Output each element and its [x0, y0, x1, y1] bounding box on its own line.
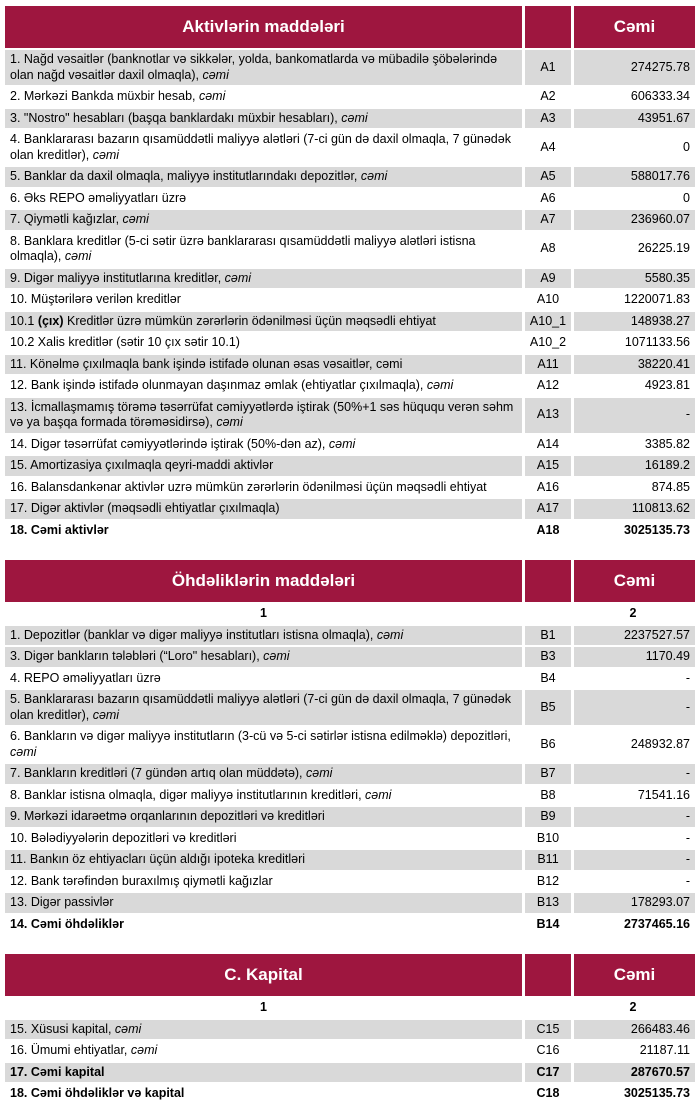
- row-label: [5, 355, 522, 375]
- label-part: 18. Cəmi öhdəliklər və kapital: [10, 1086, 185, 1100]
- table-row: [5, 872, 695, 892]
- table-row: [5, 456, 695, 476]
- label-part: Kreditlər üzrə mümkün zərərlərin ödənilməsi üçün məqsədli ehtiyat: [63, 313, 436, 328]
- table-row: [5, 109, 695, 129]
- row-label-text: [10, 523, 109, 539]
- row-label: [5, 893, 522, 913]
- row-value: 38220.41: [574, 355, 695, 375]
- row-code: B10: [525, 829, 571, 849]
- subheader-code: [525, 998, 571, 1018]
- row-label: [5, 915, 522, 935]
- row-label: [5, 87, 522, 107]
- row-label-text: [10, 788, 391, 804]
- row-value: -: [574, 690, 695, 725]
- table-row: [5, 829, 695, 849]
- label-part: 1. Depozitlər (banklar və digər maliyyə institutları istisna olmaqla),: [10, 627, 377, 642]
- label-part: cəmi: [263, 649, 290, 663]
- row-code: B7: [525, 764, 571, 784]
- table-row: [5, 1084, 695, 1104]
- label-part: 10.2 Xalis kreditlər (sətir 10 çıx sətir 10.1): [10, 335, 240, 349]
- row-label-text: [10, 628, 403, 644]
- label-part: cəmi: [341, 110, 368, 125]
- row-value: 110813.62: [574, 499, 695, 519]
- row-value: 26225.19: [574, 232, 695, 267]
- row-label-text: [10, 917, 124, 933]
- table-row: [5, 478, 695, 498]
- row-label: [5, 232, 522, 267]
- table-row: [5, 50, 695, 85]
- row-code: C18: [525, 1084, 571, 1104]
- row-value: -: [574, 807, 695, 827]
- row-code: A11: [525, 355, 571, 375]
- liabilities-subheader-row: [5, 604, 695, 624]
- table-row: [5, 1041, 695, 1061]
- row-value: 3025135.73: [574, 1084, 695, 1104]
- row-value: 874.85: [574, 478, 695, 498]
- table-row: [5, 807, 695, 827]
- table-row: [5, 355, 695, 375]
- total-column-header: Cəmi: [574, 6, 695, 48]
- row-code: B1: [525, 626, 571, 646]
- row-label: [5, 499, 522, 519]
- row-label-text: [10, 671, 161, 687]
- label-part: 12. Bank işində istifadə olunmayan daşınmaz əmlak (ehtiyatlar çıxılmaqla),: [10, 378, 427, 392]
- table-row: [5, 232, 695, 267]
- table-row: [5, 764, 695, 784]
- row-label-text: [10, 1065, 105, 1081]
- row-label-text: [10, 169, 387, 185]
- table-row: [5, 435, 695, 455]
- label-part: cəmi: [92, 707, 120, 722]
- row-value: -: [574, 850, 695, 870]
- row-code: A15: [525, 456, 571, 476]
- row-code: A1: [525, 50, 571, 85]
- row-code: A8: [525, 232, 571, 267]
- row-label-text: [10, 649, 290, 665]
- label-part: 14. Digər təsərrüfat cəmiyyətlərində iştirak (50%-dən az),: [10, 436, 329, 451]
- row-code: B8: [525, 786, 571, 806]
- row-label: [5, 669, 522, 689]
- row-label-text: [10, 437, 355, 453]
- row-label-text: [10, 1086, 184, 1102]
- row-code: A10: [525, 290, 571, 310]
- label-part: 5. Banklararası bazarın qısamüddətli maliyyə alətləri (7-ci gün də daxil olmaqla, 7 günədək olan kreditlər),: [10, 692, 511, 722]
- row-label: [5, 478, 522, 498]
- table-row: [5, 189, 695, 209]
- table-row: [5, 290, 695, 310]
- row-label-text: [10, 271, 251, 287]
- label-part: 6. Əks REPO əməliyyatları üzrə: [10, 190, 187, 205]
- code-column-header: [525, 6, 571, 48]
- row-label-text: [10, 1043, 157, 1059]
- row-label: [5, 435, 522, 455]
- row-label-text: [10, 111, 368, 127]
- row-code: A12: [525, 376, 571, 396]
- table-row: [5, 669, 695, 689]
- table-row: [5, 893, 695, 913]
- row-label: [5, 189, 522, 209]
- row-label: [5, 727, 522, 762]
- row-code: B4: [525, 669, 571, 689]
- row-label-text: [10, 480, 487, 496]
- row-value: -: [574, 669, 695, 689]
- row-code: C16: [525, 1041, 571, 1061]
- assets-header-row: [5, 6, 695, 48]
- total-column-header: Cəmi: [574, 954, 695, 996]
- label-part: 18. Cəmi aktivlər: [10, 522, 109, 537]
- table-row: [5, 499, 695, 519]
- label-part: 6. Bankların və digər maliyyə institutların (3-cü və 5-ci sətirlər istisna edilməklə) depozitləri,: [10, 729, 511, 743]
- label-part: cəmi: [92, 147, 120, 162]
- row-code: A4: [525, 130, 571, 165]
- label-part: 9. Mərkəzi idarəetmə orqanlarının depozitləri və kreditləri: [10, 809, 325, 823]
- row-code: B13: [525, 893, 571, 913]
- subheader-col1: 1: [5, 998, 522, 1018]
- row-label-text: [10, 314, 436, 330]
- table-row: [5, 915, 695, 935]
- row-code: A3: [525, 109, 571, 129]
- row-code: A7: [525, 210, 571, 230]
- row-code: C17: [525, 1063, 571, 1083]
- table-row: [5, 690, 695, 725]
- row-label-text: [10, 458, 273, 474]
- row-label: [5, 167, 522, 187]
- row-label-text: [10, 692, 517, 723]
- row-label-text: [10, 501, 280, 517]
- row-value: 1220071.83: [574, 290, 695, 310]
- label-part: 11. Bankın öz ehtiyacları üçün aldığı ipoteka kreditləri: [10, 852, 306, 866]
- table-row: [5, 521, 695, 541]
- code-column-header: [525, 560, 571, 602]
- row-code: A6: [525, 189, 571, 209]
- subheader-col2: 2: [574, 604, 695, 624]
- row-label-text: [10, 1022, 141, 1038]
- row-label-text: [10, 874, 273, 890]
- subheader-code: [525, 604, 571, 624]
- label-part: 8. Banklara kreditlər (5-ci sətir üzrə banklararası qısamüddətli maliyyə alətləri istisna olmaqla),: [10, 233, 476, 263]
- label-part: 3. Digər bankların tələbləri (“Loro" hesabları),: [10, 649, 264, 663]
- row-label-text: [10, 729, 517, 760]
- row-value: 0: [574, 189, 695, 209]
- row-value: 3385.82: [574, 435, 695, 455]
- row-label-text: [10, 766, 332, 782]
- row-label: [5, 456, 522, 476]
- label-part: cəmi: [198, 89, 226, 103]
- label-part: 17. Cəmi kapital: [10, 1064, 105, 1079]
- row-value: 2237527.57: [574, 626, 695, 646]
- label-part: cəmi: [216, 415, 243, 429]
- row-label-text: [10, 52, 517, 83]
- table-row: [5, 626, 695, 646]
- row-code: A16: [525, 478, 571, 498]
- row-value: 287670.57: [574, 1063, 695, 1083]
- row-label: [5, 786, 522, 806]
- label-part: 10. Müştərilərə verilən kreditlər: [10, 292, 181, 306]
- row-value: 3025135.73: [574, 521, 695, 541]
- row-label: [5, 1020, 522, 1040]
- row-value: 1071133.56: [574, 333, 695, 353]
- label-part: cəmi: [64, 249, 92, 263]
- row-value: 21187.11: [574, 1041, 695, 1061]
- label-part: cəmi: [130, 1043, 158, 1057]
- row-code: A9: [525, 269, 571, 289]
- label-part: cəmi: [306, 766, 333, 780]
- row-code: B9: [525, 807, 571, 827]
- row-label: [5, 850, 522, 870]
- subheader-col2: 2: [574, 998, 695, 1018]
- row-code: A17: [525, 499, 571, 519]
- label-part: 17. Digər aktivlər (məqsədli ehtiyatlar çıxılmaqla): [10, 501, 280, 515]
- table-row: [5, 87, 695, 107]
- table-row: [5, 312, 695, 332]
- label-part: cəmi: [10, 744, 37, 759]
- row-label: [5, 1041, 522, 1061]
- label-part: 12. Bank tərəfindən buraxılmış qiymətli kağızlar: [10, 873, 273, 888]
- label-part: cəmi: [328, 436, 356, 451]
- table-row: [5, 647, 695, 667]
- row-code: B14: [525, 915, 571, 935]
- label-part: cəmi: [122, 212, 149, 226]
- row-value: 274275.78: [574, 50, 695, 85]
- row-label: [5, 690, 522, 725]
- row-label: [5, 521, 522, 541]
- row-code: A18: [525, 521, 571, 541]
- label-part: 7. Qiymətli kağızlar,: [10, 212, 123, 226]
- row-code: C15: [525, 1020, 571, 1040]
- row-label: [5, 290, 522, 310]
- table-title: Öhdəliklərin maddələri: [5, 560, 522, 602]
- label-part: 4. REPO əməliyyatları üzrə: [10, 670, 161, 685]
- row-label: [5, 210, 522, 230]
- row-label-text: [10, 132, 517, 163]
- liabilities-header-row: [5, 560, 695, 602]
- row-code: A5: [525, 167, 571, 187]
- row-label: [5, 647, 522, 667]
- table-row: [5, 269, 695, 289]
- table-row: [5, 1063, 695, 1083]
- row-label-text: [10, 809, 325, 825]
- row-value: 236960.07: [574, 210, 695, 230]
- row-label: [5, 872, 522, 892]
- row-code: A14: [525, 435, 571, 455]
- label-part: 11. Könəlmə çıxılmaqla bank işində istifadə olunan əsas vəsaitlər, cəmi: [10, 356, 403, 371]
- row-value: -: [574, 829, 695, 849]
- row-label: [5, 269, 522, 289]
- row-value: 16189.2: [574, 456, 695, 476]
- row-label-text: [10, 212, 149, 228]
- row-code: B6: [525, 727, 571, 762]
- table-title: C. Kapital: [5, 954, 522, 996]
- row-label: [5, 1084, 522, 1104]
- label-part: 3. "Nostro" hesabları (başqa banklardakı müxbir hesabları),: [10, 110, 342, 125]
- row-value: 148938.27: [574, 312, 695, 332]
- row-code: B5: [525, 690, 571, 725]
- label-part: 14. Cəmi öhdəliklər: [10, 916, 124, 931]
- label-part: 15. Xüsusi kapital,: [10, 1021, 115, 1036]
- label-part: 16. Ümumi ehtiyatlar,: [10, 1043, 131, 1057]
- row-code: A10_2: [525, 333, 571, 353]
- row-label: [5, 764, 522, 784]
- row-label: [5, 109, 522, 129]
- table-title: Aktivlərin maddələri: [5, 6, 522, 48]
- row-code: B12: [525, 872, 571, 892]
- table-row: [5, 130, 695, 165]
- row-label: [5, 312, 522, 332]
- label-part: 15. Amortizasiya çıxılmaqla qeyri-maddi aktivlər: [10, 458, 274, 472]
- row-code: A10_1: [525, 312, 571, 332]
- row-label-text: [10, 292, 181, 308]
- row-code: B3: [525, 647, 571, 667]
- row-label: [5, 398, 522, 433]
- row-code: A2: [525, 87, 571, 107]
- row-label-text: [10, 89, 225, 105]
- row-label: [5, 807, 522, 827]
- label-part: 1. Nağd vəsaitlər (banknotlar və sikkələr, yolda, bankomatlarda və mübadilə şöbələrində olan nağd vəsaitlər daxil olmaqla),: [10, 52, 498, 82]
- label-part: 8. Banklar istisna olmaqla, digər maliyyə institutlarının kreditləri,: [10, 787, 366, 802]
- label-part: cəmi: [365, 787, 392, 802]
- label-part: 13. İcmallaşmamış törəmə təsərrüfat cəmiyyətlərdə iştirak (50%+1 səs hüququ verən səhm və ya başqa formada törəməsidirsə),: [10, 399, 514, 429]
- row-label: [5, 626, 522, 646]
- table-row: [5, 333, 695, 353]
- table-row: [5, 727, 695, 762]
- row-label: [5, 50, 522, 85]
- label-part: cəmi: [376, 627, 404, 642]
- row-value: -: [574, 872, 695, 892]
- row-label-text: [10, 895, 114, 911]
- row-value: 43951.67: [574, 109, 695, 129]
- row-label-text: [10, 852, 305, 868]
- label-part: 16. Balansdankənar aktivlər uzrə mümkün zərərlərin ödənilməsi üçün məqsədli ehtiyat: [10, 479, 487, 494]
- row-label-text: [10, 831, 237, 847]
- table-row: [5, 850, 695, 870]
- row-label-text: [10, 191, 186, 207]
- row-value: 178293.07: [574, 893, 695, 913]
- label-part: 10. Bələdiyyələrin depozitləri və kreditləri: [10, 830, 237, 845]
- label-part: cəmi: [114, 1021, 142, 1036]
- code-column-header: [525, 954, 571, 996]
- row-label: [5, 130, 522, 165]
- capital-subheader-row: [5, 998, 695, 1018]
- row-label: [5, 376, 522, 396]
- row-value: 266483.46: [574, 1020, 695, 1040]
- row-label-text: [10, 378, 453, 394]
- table-row: [5, 398, 695, 433]
- row-value: 248932.87: [574, 727, 695, 762]
- capital-table: [5, 954, 695, 1104]
- table-row: [5, 167, 695, 187]
- row-label-text: [10, 357, 402, 373]
- label-part: 10.1: [10, 313, 38, 328]
- subheader-col1: 1: [5, 604, 522, 624]
- row-label-text: [10, 400, 517, 431]
- label-part: 4. Banklararası bazarın qısamüddətli maliyyə alətləri (7-ci gün də daxil olmaqla, 7 günədək olan kreditlər),: [10, 132, 511, 162]
- table-row: [5, 786, 695, 806]
- row-value: 1170.49: [574, 647, 695, 667]
- row-label: [5, 1063, 522, 1083]
- row-value: 0: [574, 130, 695, 165]
- row-code: A13: [525, 398, 571, 433]
- row-value: 606333.34: [574, 87, 695, 107]
- label-part: cəmi: [426, 378, 454, 392]
- row-label: [5, 333, 522, 353]
- label-part: 9. Digər maliyyə institutlarına kreditlər,: [10, 270, 225, 285]
- table-row: [5, 1020, 695, 1040]
- label-part: 13. Digər passivlər: [10, 895, 114, 909]
- row-value: 71541.16: [574, 786, 695, 806]
- assets-table: [5, 6, 695, 540]
- row-label-text: [10, 234, 517, 265]
- label-part: 7. Bankların kreditləri (7 gündən artıq olan müddətə),: [10, 766, 307, 780]
- liabilities-table: [5, 560, 695, 934]
- capital-header-row: [5, 954, 695, 996]
- row-value: 588017.76: [574, 167, 695, 187]
- label-part: cəmi: [224, 270, 252, 285]
- label-part: cəmi: [360, 169, 388, 183]
- label-part: cəmi: [202, 67, 229, 82]
- row-label-text: [10, 335, 240, 351]
- total-column-header: Cəmi: [574, 560, 695, 602]
- row-value: 5580.35: [574, 269, 695, 289]
- row-code: B11: [525, 850, 571, 870]
- row-value: 4923.81: [574, 376, 695, 396]
- row-value: 2737465.16: [574, 915, 695, 935]
- table-row: [5, 376, 695, 396]
- label-part: 5. Banklar da daxil olmaqla, maliyyə institutlarındakı depozitlər,: [10, 169, 361, 183]
- table-row: [5, 210, 695, 230]
- row-label: [5, 829, 522, 849]
- row-value: -: [574, 398, 695, 433]
- row-value: -: [574, 764, 695, 784]
- label-part: 2. Mərkəzi Bankda müxbir hesab,: [10, 89, 199, 103]
- label-part: (çıx): [37, 313, 64, 328]
